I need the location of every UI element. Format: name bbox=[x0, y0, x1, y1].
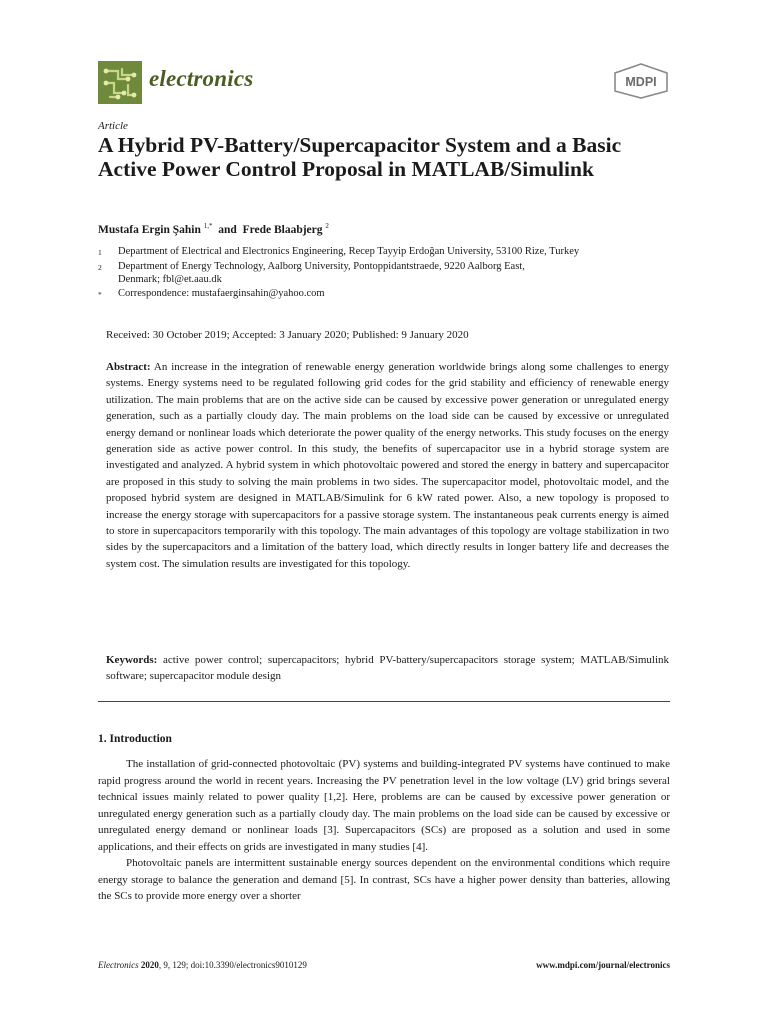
keywords-label: Keywords: bbox=[106, 654, 158, 666]
affiliation-list bbox=[98, 245, 658, 301]
section-divider bbox=[98, 701, 670, 702]
author-joiner: and bbox=[215, 223, 240, 236]
article-type: Article bbox=[98, 120, 128, 132]
paper-title: A Hybrid PV-Battery/Supercapacitor System and a Basic Active Power Control Proposal in MATLAB/Simulink bbox=[98, 133, 622, 181]
abstract bbox=[106, 359, 669, 572]
paragraph: The installation of grid-connected photovoltaic (PV) systems and building-integrated PV systems have continued to make rapid progress around the world in recent years. Increasing the PV penetration level in the low voltage (LV) grid brings several technical issues mainly related to power quality [1,2]. Here, problems are can be caused by excessive power generation or unregulated energy generation such as a partially cloudy day. The main problems on the load side can be caused by excessive or unregulated energy demand or nonlinear loads [3]. Supercapacitors (SCs) are proposed as a solution and used in some applications, and their effects on grids are investigated in many studies [4]. bbox=[98, 758, 670, 853]
journal-logo-icon bbox=[98, 61, 142, 104]
author-list bbox=[98, 222, 329, 236]
affiliation bbox=[98, 260, 658, 287]
keywords-text: active power control; supercapacitors; hybrid PV-battery/supercapacitors storage system; MATLAB/Simulink software; supercapacitor module design bbox=[106, 654, 670, 683]
footer-journal: Electronics bbox=[98, 960, 139, 970]
author-2: Frede Blaabjerg bbox=[242, 223, 323, 236]
journal-header bbox=[98, 61, 670, 105]
author-1: Mustafa Ergin Şahin bbox=[98, 223, 201, 236]
affiliation-text: Department of Electrical and Electronics Engineering, Recep Tayyip Erdoğan University, 53100 Rize, Turkey bbox=[118, 246, 580, 257]
footer-doi: , 9, 129; doi:10.3390/electronics9010129 bbox=[158, 960, 307, 970]
affiliation-text: Department of Energy Technology, Aalborg University, Pontoppidantstraede, 9220 Aalborg East, Denmark; fbl@et.aau.dk bbox=[118, 260, 525, 285]
affiliation-num: * bbox=[98, 289, 102, 299]
author-1-affil: 1,* bbox=[203, 222, 213, 230]
affiliation-num: 2 bbox=[98, 262, 102, 272]
footer-url[interactable]: www.mdpi.com/journal/electronics bbox=[536, 960, 670, 970]
publication-dates: Received: 30 October 2019; Accepted: 3 January 2020; Published: 9 January 2020 bbox=[106, 329, 469, 341]
affiliation bbox=[98, 287, 658, 302]
affiliation bbox=[98, 245, 658, 260]
author-2-affil: 2 bbox=[325, 222, 329, 230]
section-body bbox=[98, 756, 670, 905]
mdpi-logo bbox=[612, 63, 670, 99]
abstract-text: An increase in the integration of renewable energy generation worldwide brings along some challenges to energy systems. Energy systems need to be regulated following grid codes for the grid stability and efficiency of renewable energy utilization. The main problems that are on the active side can be caused by excessive power generation or unregulated energy generation, such as a partially cloudy day. The main problems on the load side can be caused by excessive or unregulated energy demand or nonlinear loads which deteriorate the power quality of the energy networks. This study focuses on the energy generation side as active power control. In this study, the benefits of supercapacitor use in a hybrid storage system are investigated and analyzed. A hybrid system in which photovoltaic powered and stored the energy in battery and supercapacitor are proposed in this study to solving the main problems in two sides. The supercapacitor model, photovoltaic model, and the proposed hybrid system are designed in MATLAB/Simulink for 6 kW rated power. Also, a new topology is proposed to increase the energy storage with supercapacitors for a passive storage system. The instantaneous peak currents energy is aimed to store in supercapacitors temporarily with this topology. The main advantages of this topology are voltage stabilization in two sides by the supercapacitors and a limitation of the battery load, which directly results in longer battery life and decreases the system cost. The simulation results are investigated for this topology. bbox=[106, 361, 669, 570]
affiliation-num: 1 bbox=[98, 248, 102, 257]
section-heading: 1. Introduction bbox=[98, 733, 172, 745]
correspondence-text: Correspondence: mustafaerginsahin@yahoo.com bbox=[118, 287, 325, 299]
footer-citation bbox=[98, 960, 307, 970]
journal-name: electronics bbox=[149, 66, 254, 91]
publisher-name: MDPI bbox=[625, 75, 657, 89]
footer-year: 2020 bbox=[140, 960, 159, 970]
keywords bbox=[106, 652, 669, 685]
paragraph: Photovoltaic panels are intermittent sustainable energy sources dependent on the environmental conditions which require energy storage to balance the generation and demand [5]. In contrast, SCs have a higher power density than batteries, allowing the SCs to provide more energy over a shorter bbox=[98, 857, 670, 902]
abstract-label: Abstract: bbox=[106, 361, 151, 373]
